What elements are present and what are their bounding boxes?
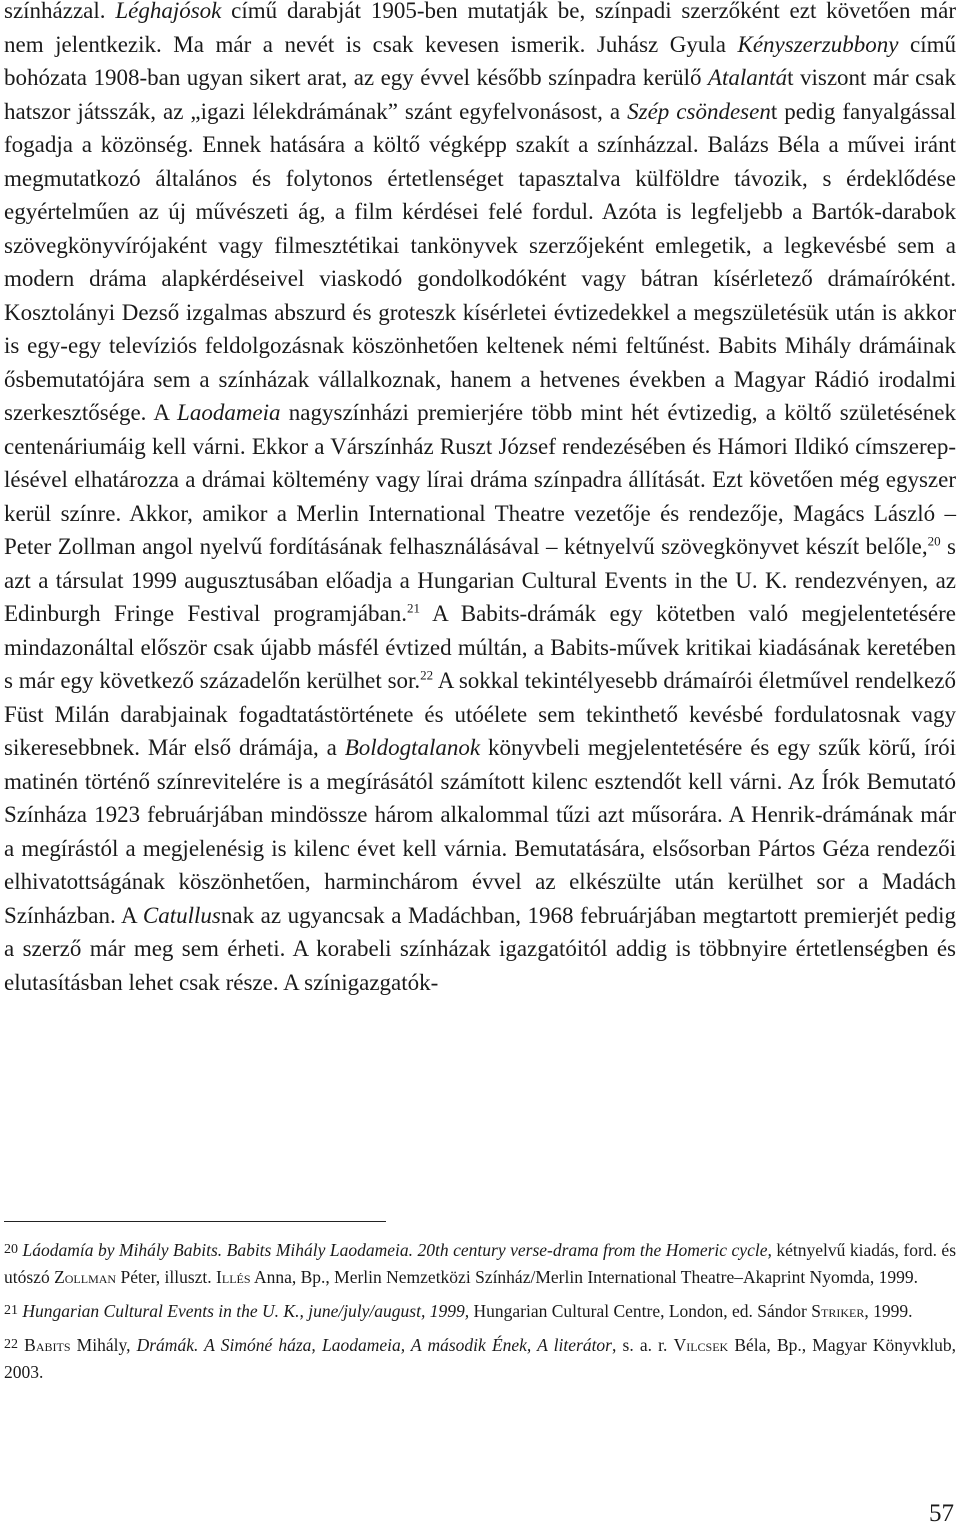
footnote-20 — [4, 1236, 956, 1291]
work-title: Boldogtalanok — [344, 735, 481, 760]
body-text-run: című bohózata 1908-ban ugyan sikert arat, az egy évvel később színpadra kerülő — [4, 31, 956, 90]
body-text-run: könyvbeli megjelentetésére és egy szűk körű, írói matinén történő színrevitelére is a megírásától számított kilenc esztendőt kell várni. Az Írók Bemutató Színháza 1923 februárjában mindössze három alkalommal tűzi azt műsorára. A Henrik-drámának már a megírástól a megjelenésig is kilenc évet kell várnia. Bemutatására, elsősorban Pártos Géza rendezői elhivatottságának köszönhetően, harminchárom évvel az elkészülte után kerülhet sor a Madách Színházban. A — [4, 735, 956, 928]
body-text-run: A Babits-drámák egy kötetben való megjelentetésére mindazonáltal először csak újabb másfél évtized múltán, a Babits-művek kritikai kiadásának keretében s már egy következő századelőn kerülhet sor. — [4, 601, 956, 693]
body-text-run: t pedig fanyalgással fogadja a közönség. Ennek hatására a költő végképp szakít a színházzal. Balázs Béla a művei iránt megmutatkozó általános és folytonos értetlenséget tapasztalva külföldre távozik, s érdeklődése egyértelműen az új művészeti ág, a film kérdései felé fordul. Azóta is legfeljebb a Bartók-darabok szövegkönyvírójaként vagy filmesztétikai tankönyvek szerzőjeként emlegetik, a legkevésbé sem a modern dráma alapkérdéseivel viaskodó gondolkodóként vagy bátran kísérletező drámaíróként. Kosztolányi Dezső izgalmas abszurd és groteszk kísérletei évtizedekkel a megszületésük után is akkor is egy-egy televíziós feldolgozásnak köszönhetően keltenek némi feltűnést. Babits Mihály drámáinak ősbemutatójára sem a színházak vállalkoznak, hanem a hetvenes években a Magyar Rádió irodalmi szerkesztősége. A — [4, 98, 957, 425]
footnote-ref-22[interactable]: 22 — [420, 667, 434, 683]
work-title: Szép csöndesen — [627, 98, 771, 124]
body-text-run: t viszont már csak hatszor játsszák, az „igazi lélekdrámának” szánt egyfelvonásost, a — [4, 65, 956, 124]
author-name: Zollman — [54, 1267, 117, 1287]
author-name: Illés — [216, 1267, 251, 1287]
footnote-italic: Láodamía by Mihály Babits. Babits Mihály Laodameia. 20th century verse-drama from the Homeric cycle, — [22, 1240, 772, 1260]
footnote-divider — [4, 1221, 386, 1222]
author-name: Babits — [24, 1335, 71, 1355]
footnote-text: , s. a. r. — [612, 1335, 674, 1355]
work-title: Léghajósok — [115, 0, 222, 23]
footnote-ref-20[interactable]: 20 — [927, 533, 941, 549]
page-number: 57 — [929, 1500, 954, 1527]
work-title: Kényszerzubbony — [737, 31, 899, 57]
footnote-text: Béla, Bp., Magyar Könyvklub, 2003. — [4, 1335, 956, 1382]
footnote-italic: Drámák. A Simóné háza, Laodameia, A második Ének, A literátor — [136, 1335, 612, 1355]
footnote-text: Anna, Bp., Merlin Nemzetközi Színház/Merlin International Theatre–Akaprint Nyomda, 1999. — [250, 1267, 918, 1287]
body-text-run: nagyszínházi premierjére több mint hét évtizedig, a költő születésének centenáriumáig kell várni. Ekkor a Várszínház Ruszt József rendezésében és Hámori Ildikó címszereplésével elhatározza a drámai költemény vagy lírai dráma színpadra állítását. Ezt követően még egyszer kerül színre. Akkor, amikor a Merlin International Theatre vezetője és rendezője, Magács László – Peter Zollman angol nyelvű fordításának felhasználásával – kétnyelvű szövegkönyvet készít belőle, — [4, 400, 956, 559]
footnote-text: Mihály, — [70, 1335, 137, 1355]
body-text-run: színházzal. — [4, 0, 116, 23]
footnote-ref-21[interactable]: 21 — [407, 600, 421, 616]
author-name: Striker — [811, 1301, 865, 1321]
body-text-run: A sokkal tekintélyesebb drámaírói életművel rendelkező Füst Milán darabjainak fogadtatástörténete és utóélete sem tekinthető kevésbé fordulatosnak vagy sikeresebbnek. Már első drámája, a — [4, 668, 956, 760]
footnote-21 — [4, 1297, 956, 1325]
body-text-run: s azt a társulat 1999 augusztusában előadja a Hungarian Cultural Events in the U. K. rendezvényen, az Edinburgh Fringe Festival programjában. — [4, 534, 957, 626]
work-title: Atalantá — [707, 65, 788, 90]
footnote-22 — [4, 1331, 956, 1386]
footnote-number: 22 — [4, 1337, 18, 1352]
body-text-run: című darabját 1905-ben mutatják be, színpadi szerzőként ezt követően már nem jelentkezik. Ma már a nevét is csak kevesen ismerik. Juhász Gyula — [4, 0, 956, 57]
footnotes — [4, 1236, 956, 1392]
footnote-text: , 1999. — [864, 1301, 913, 1321]
body-text-run: nak az ugyancsak a Madáchban, 1968 februárjában megtartott premierjét pedig a szerző már meg sem érheti. A korabeli színházak igazgatóitól addig is többnyire értetlenségben és elutasításban lehet csak része. A színigazgatók- — [4, 902, 956, 995]
footnote-italic: Hungarian Cultural Events in the U. K., june/july/august, 1999, — [22, 1301, 470, 1321]
footnote-text: Péter, illuszt. — [116, 1267, 217, 1287]
work-title: Catullus — [142, 902, 221, 928]
footnote-number: 21 — [4, 1303, 18, 1318]
body-text — [4, 0, 956, 999]
footnote-number: 20 — [4, 1242, 18, 1257]
author-name: Vilcsek — [673, 1335, 729, 1355]
footnote-text: Hungarian Cultural Centre, London, ed. Sándor — [469, 1301, 812, 1321]
footnote-text: kétnyelvű kiadás, ford. és utószó — [4, 1240, 957, 1287]
work-title: Laodameia — [177, 400, 281, 425]
